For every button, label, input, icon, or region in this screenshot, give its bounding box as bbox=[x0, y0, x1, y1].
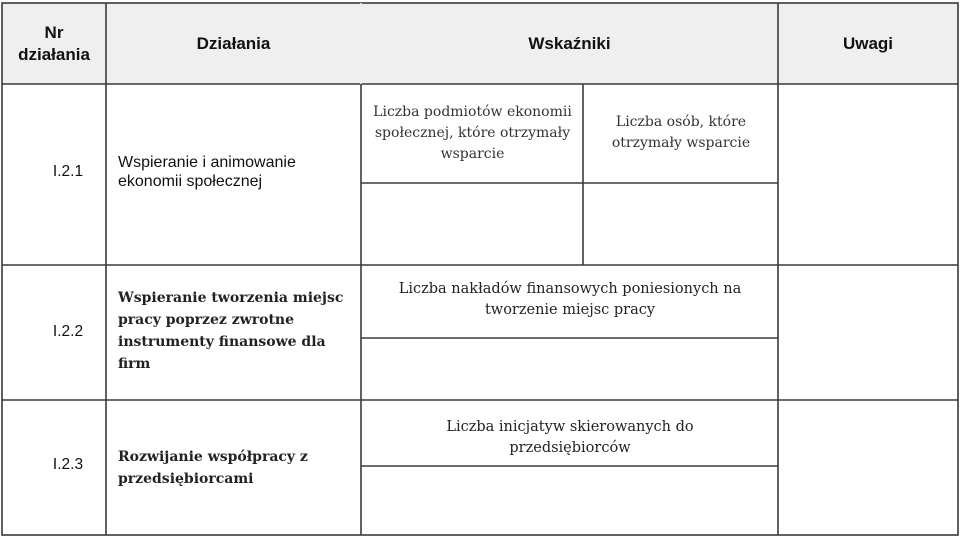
row-2-action: Wspieranie tworzenia miejsc pracy poprzez zwrotne instrumenty finansowe dla firm bbox=[118, 290, 344, 372]
row-3-indicator: Liczba inicjatyw skierowanych do przedsiębiorców bbox=[446, 419, 694, 456]
row-3-action: Rozwijanie współpracy z przedsiębiorcami bbox=[118, 449, 308, 487]
row-1-action: Wspieranie i animowanie ekonomii społecznej bbox=[118, 154, 296, 190]
row-2-nr: I.2.2 bbox=[52, 323, 84, 340]
row-1-nr: I.2.1 bbox=[52, 163, 84, 180]
row-1-indicator-1: Liczba podmiotów ekonomii społecznej, które otrzymały wsparcie bbox=[373, 103, 572, 162]
row-3-nr: I.2.3 bbox=[52, 456, 84, 473]
row-2-indicator: Liczba nakładów finansowych poniesionych na tworzenie miejsc pracy bbox=[398, 281, 742, 318]
header-nr-dzialania: Nr działania bbox=[18, 23, 90, 64]
row-1-indicator-2: Liczba osób, które otrzymały wsparcie bbox=[611, 114, 751, 151]
header-wskazniki: Wskaźniki bbox=[528, 34, 611, 53]
header-uwagi: Uwagi bbox=[842, 34, 894, 53]
header-dzialania: Działania bbox=[196, 34, 271, 53]
